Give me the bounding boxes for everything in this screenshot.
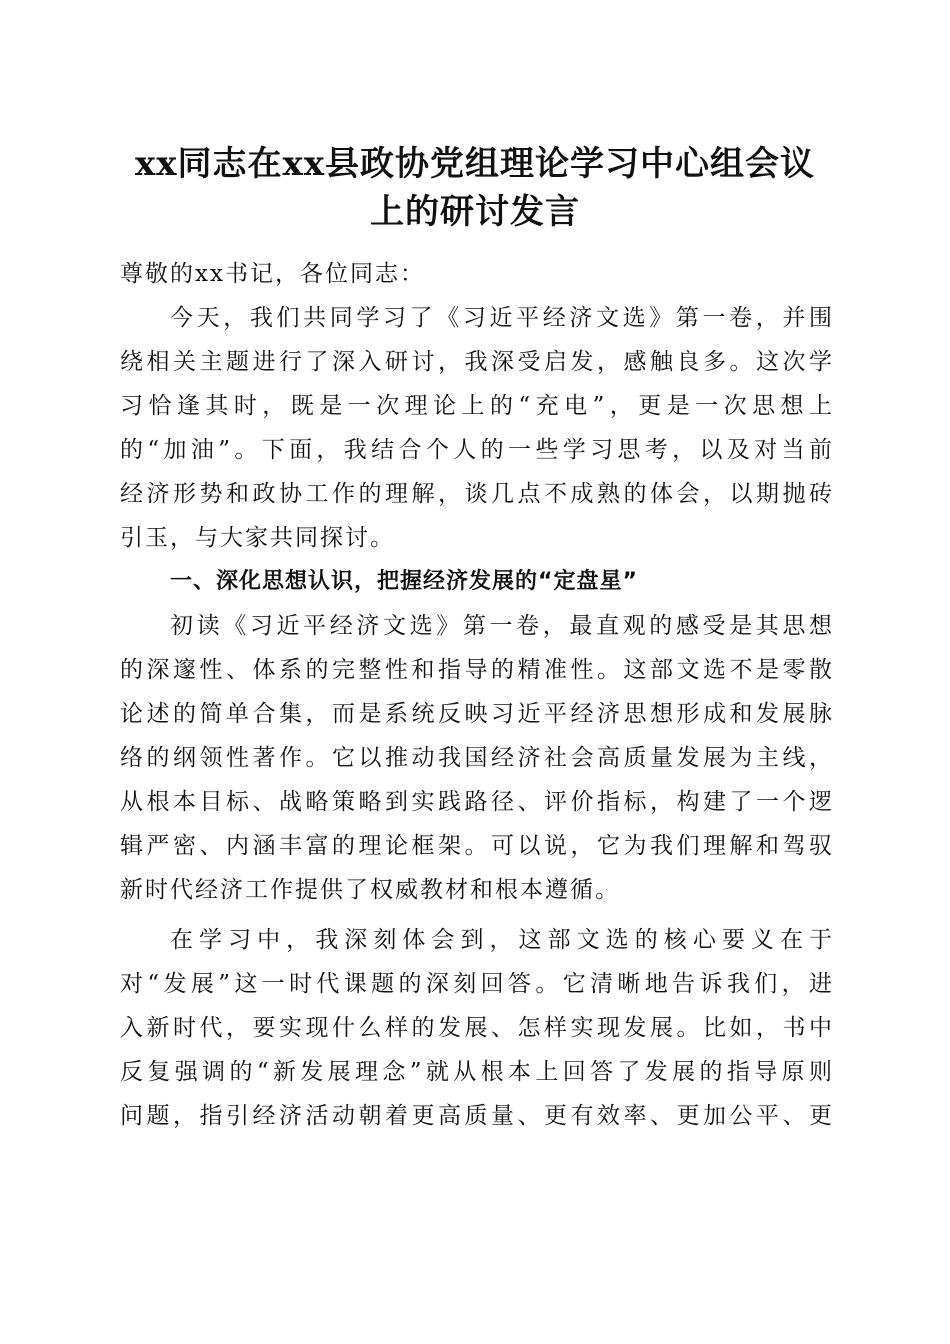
paragraph-line: 绕相关主题进行了深入研讨，我深受启发，感触良多。这次学 [120, 349, 832, 375]
document-body [120, 252, 832, 1138]
paragraph-line: 问题，指引经济活动朝着更高质量、更有效率、更加公平、更 [120, 1103, 832, 1129]
paragraph-line: 的“加油”。下面，我结合个人的一些学习思考，以及对当前 [120, 437, 832, 463]
paragraph-line: 经济形势和政协工作的理解，谈几点不成熟的体会，以期抛砖 [120, 481, 832, 507]
paragraph-line: 络的纲领性著作。它以推动我国经济社会高质量发展为主线， [120, 745, 832, 771]
title-line-1: xx同志在xx县政协党组理论学习中心组会议 [134, 144, 816, 184]
paragraph-line: 新时代经济工作提供了权威教材和根本遵循。 [120, 877, 620, 903]
paragraph-line: 反复强调的“新发展理念”就从根本上回答了发展的指导原则 [120, 1059, 832, 1085]
paragraph-line: 入新时代，要实现什么样的发展、怎样实现发展。比如，书中 [120, 1015, 832, 1041]
paragraph-line: 今天，我们共同学习了《习近平经济文选》第一卷，并围 [170, 305, 832, 331]
paragraph-line: 引玉，与大家共同探讨。 [120, 525, 395, 551]
document-title [100, 140, 850, 236]
paragraph-line: 习恰逢其时，既是一次理论上的“充电”，更是一次思想上 [120, 393, 832, 419]
section-heading: 一、深化思想认识，把握经济发展的“定盘星” [170, 569, 638, 594]
paragraph-line: 辑严密、内涵丰富的理论框架。可以说，它为我们理解和驾驭 [120, 833, 832, 859]
paragraph-line: 对“发展”这一时代课题的深刻回答。它清晰地告诉我们，进 [120, 971, 832, 997]
intro-paragraph [120, 296, 832, 560]
paragraph-line: 的深邃性、体系的完整性和指导的精准性。这部文选不是零散 [120, 657, 832, 683]
paragraph-line: 论述的简单合集，而是系统反映习近平经济思想形成和发展脉 [120, 701, 832, 727]
paragraph-line: 在学习中，我深刻体会到，这部文选的核心要义在于 [170, 927, 832, 953]
body-paragraph-1 [120, 604, 832, 912]
body-paragraph-2 [120, 918, 832, 1138]
title-line-2: 上的研讨发言 [370, 192, 580, 232]
salutation: 尊敬的xx书记，各位同志： [120, 261, 425, 287]
paragraph-line: 从根本目标、战略策略到实践路径、评价指标，构建了一个逻 [120, 789, 832, 815]
paragraph-line: 初读《习近平经济文选》第一卷，最直观的感受是其思想 [170, 613, 832, 639]
